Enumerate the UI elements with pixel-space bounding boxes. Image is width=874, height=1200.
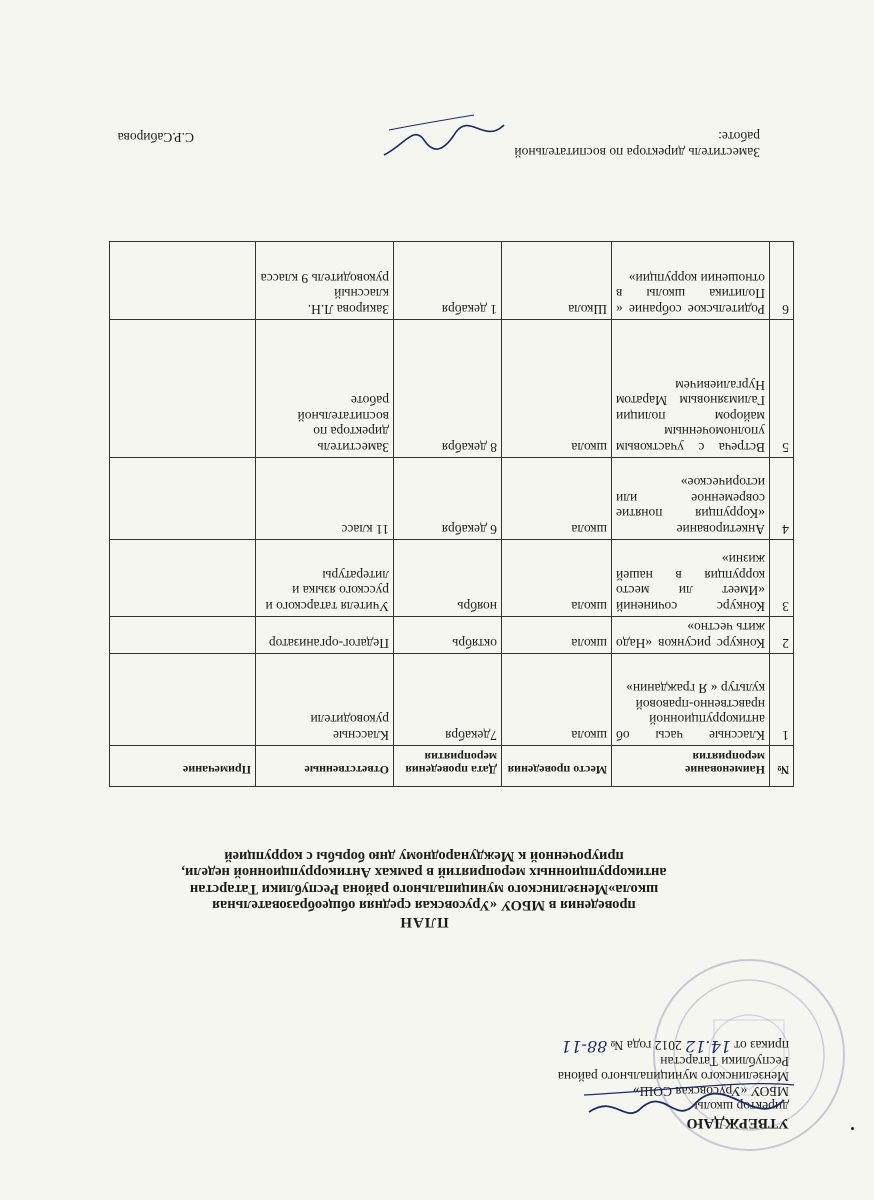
cell-name: Конкурс рисунков «Надо жить честно» bbox=[612, 617, 770, 654]
approval-line: МБОУ «Урусовская СОШ» bbox=[632, 1084, 789, 1099]
heading-line: проведения в МБОУ «Урусовская средняя общеобразовательная bbox=[212, 897, 636, 914]
cell-date: 6 декабря bbox=[394, 458, 502, 540]
plan-heading bbox=[114, 848, 734, 931]
cell-place: школа bbox=[502, 617, 612, 654]
cell-place: Школа bbox=[502, 242, 612, 320]
table-row bbox=[110, 654, 794, 746]
cell-note bbox=[110, 654, 256, 746]
cell-name: Родительское собрание « Политика школы в отношении коррупции» bbox=[612, 242, 770, 320]
cell-date: ноябрь bbox=[394, 540, 502, 617]
table-header-row bbox=[110, 746, 794, 787]
table-row bbox=[110, 540, 794, 617]
cell-num: 3 bbox=[770, 540, 794, 617]
cell-responsible: Педагог-организатор bbox=[256, 617, 394, 654]
cell-note bbox=[110, 458, 256, 540]
cell-place: школа bbox=[502, 540, 612, 617]
footer-name: С.Р.Сабирова bbox=[117, 130, 194, 145]
header-num: № bbox=[770, 746, 794, 787]
approval-line: Мензелинского муниципального района bbox=[557, 1069, 789, 1084]
cell-date: 7декабря bbox=[394, 654, 502, 746]
order-number-handwritten: 88-11 bbox=[561, 1037, 608, 1056]
cell-num: 6 bbox=[770, 242, 794, 320]
cell-place: школа bbox=[502, 458, 612, 540]
heading-line: приуроченной к Международному дню борьбы с коррупцией bbox=[224, 848, 624, 864]
table-row bbox=[110, 320, 794, 458]
cell-date: октябрь bbox=[394, 617, 502, 654]
cell-name: Классные часы об антикоррупционной нравственно-правовой культур « Я гражданин» bbox=[612, 654, 770, 746]
header-date: Дата проведения мероприятия bbox=[394, 746, 502, 787]
cell-place: школа bbox=[502, 654, 612, 746]
cell-responsible: Закирова Л.Н. классный руководитель 9 класса bbox=[256, 242, 394, 320]
footer-position: Заместитель директора по воспитательной работе: bbox=[514, 129, 760, 160]
cell-place: школа bbox=[502, 320, 612, 458]
cell-responsible: Заместитель директора по воспитательной работе bbox=[256, 320, 394, 458]
approval-title: УТВЕРЖДАЮ bbox=[686, 1115, 789, 1131]
header-place: Место проведения bbox=[502, 746, 612, 787]
cell-note bbox=[110, 617, 256, 654]
cell-num: 4 bbox=[770, 458, 794, 540]
header-responsible: Ответственные bbox=[256, 746, 394, 787]
table-row bbox=[110, 617, 794, 654]
cell-num: 2 bbox=[770, 617, 794, 654]
header-note: Примечание bbox=[110, 746, 256, 787]
order-number-label: № bbox=[610, 1038, 624, 1053]
cell-responsible: 11 класс bbox=[256, 458, 394, 540]
heading-line: антикоррупционных мероприятий в рамках Антикоррупционной недели, bbox=[181, 864, 667, 881]
speck bbox=[851, 1127, 854, 1130]
approval-line: Республики Татарстан bbox=[660, 1054, 789, 1069]
table-row bbox=[110, 458, 794, 540]
cell-note bbox=[110, 242, 256, 320]
cell-date: 1 декабря bbox=[394, 242, 502, 320]
cell-responsible: Учителя татарского и русского языка и литературы bbox=[256, 540, 394, 617]
plan-title: ПЛАН bbox=[399, 914, 449, 930]
cell-name: Анкетирование «Коррупция понятие современное или историческое» bbox=[612, 458, 770, 540]
order-prefix: приказ от bbox=[734, 1038, 789, 1053]
cell-responsible: Классные руководители bbox=[256, 654, 394, 746]
deputy-signature bbox=[374, 95, 514, 175]
order-date-handwritten: 14.12 bbox=[685, 1037, 731, 1056]
events-table bbox=[109, 241, 794, 787]
cell-num: 1 bbox=[770, 654, 794, 746]
table-row bbox=[110, 242, 794, 320]
cell-date: 8 декабря bbox=[394, 320, 502, 458]
cell-name: Встреча с участковым уполномоченным майором полиции Галимзяновым Маратом Нургалиевичем bbox=[612, 320, 770, 458]
director-signature bbox=[574, 1050, 814, 1140]
cell-note bbox=[110, 540, 256, 617]
order-year: 2012 года bbox=[626, 1038, 682, 1053]
heading-line: школа»Мензелинского муниципального района Республики Татарстан bbox=[189, 881, 659, 897]
approval-line: директор школы bbox=[694, 1099, 789, 1114]
header-name: Наименование мероприятия bbox=[612, 746, 770, 787]
cell-note bbox=[110, 320, 256, 458]
cell-num: 5 bbox=[770, 320, 794, 458]
cell-name: Конкурс сочинений «Имеет ли место коррупция в нашей жизни» bbox=[612, 540, 770, 617]
